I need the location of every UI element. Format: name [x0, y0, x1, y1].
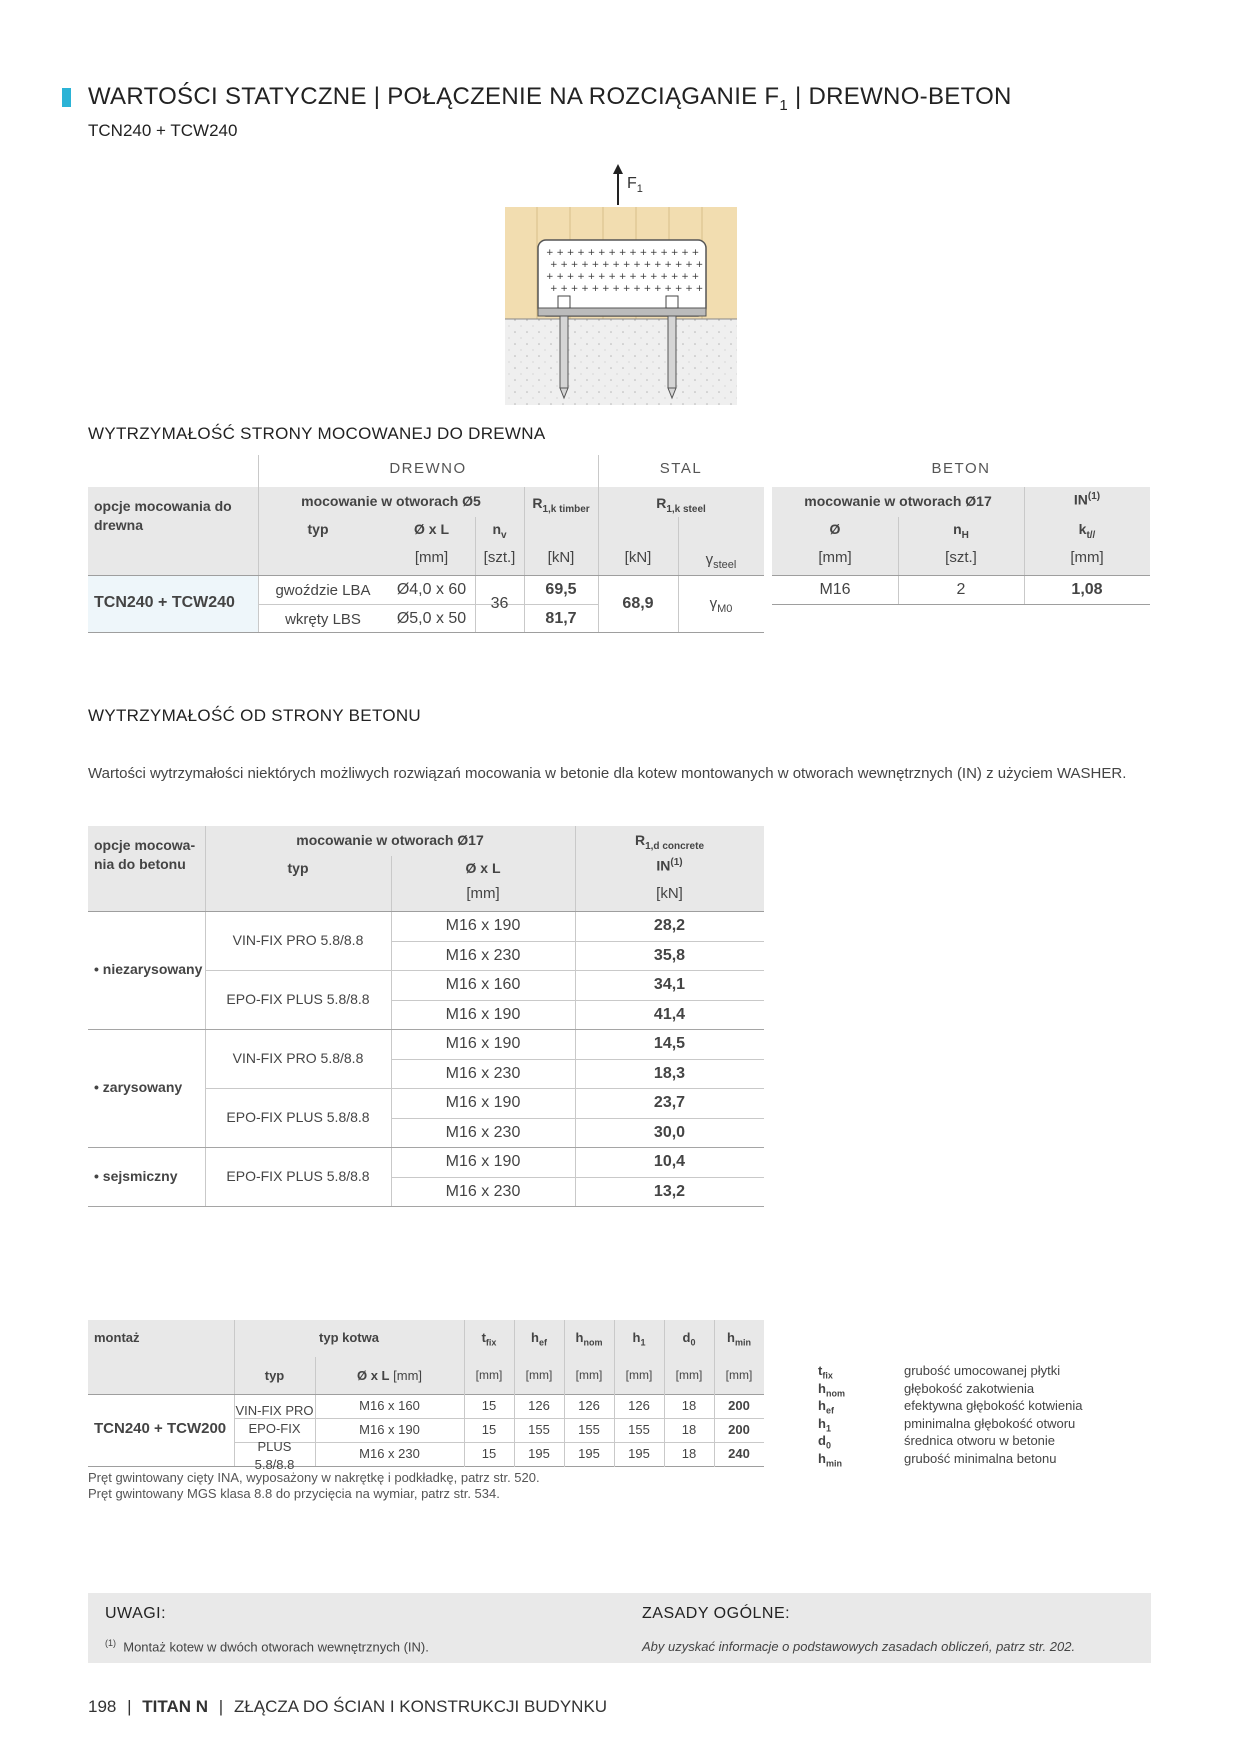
notes-box — [88, 1593, 1151, 1663]
group-beton: BETON — [931, 460, 991, 477]
row-dxl-2: Ø5,0 x 50 — [396, 610, 467, 627]
montaz-row-value: 15 — [481, 1422, 497, 1437]
beton-unit-szt: [szt.] — [945, 549, 977, 566]
timber-strength-table — [88, 487, 764, 633]
concrete-row-value: 23,7 — [653, 1094, 686, 1111]
unit-kn-timber: [kN] — [547, 549, 575, 566]
nv-value: 36 — [490, 595, 509, 612]
concrete-group-label: • sejsmiczny — [94, 1167, 178, 1184]
concrete-row-dxl: M16 x 230 — [445, 1064, 521, 1082]
montaz-row-value: 200 — [728, 1398, 750, 1413]
montaz-note-1: Pręt gwintowany cięty INA, wyposażony w nakrętkę i podkładkę, patrz str. 520. — [88, 1470, 540, 1485]
page-footer: 198 | TITAN N | ZŁĄCZA DO ŚCIAN I KONSTRUKCJI BUDYNKU — [88, 1697, 608, 1716]
legend-item: $h_1$ pminimalna głębokość otworu — [818, 1415, 1076, 1434]
zasady-text: Aby uzyskać informacje o podstawowych zasadach obliczeń, patrz str. 202. — [642, 1639, 1076, 1654]
montaz-row-value: 18 — [681, 1398, 697, 1413]
concrete-row-value: 35,8 — [653, 946, 686, 964]
zasady-title: ZASADY OGÓLNE: — [642, 1605, 791, 1622]
c-col-holes: mocowanie w otworach Ø17 — [296, 832, 484, 848]
montaz-param-header: $h_1$ — [632, 1330, 646, 1348]
beton-col-kt: $k_{t//}$ — [1078, 521, 1096, 541]
montaz-row-value: 200 — [728, 1422, 750, 1437]
page-subtitle: TCN240 + TCW240 — [88, 121, 238, 140]
montaz-row-value: 18 — [681, 1422, 697, 1437]
legend-item: $h_{ef}$ efektywna głębokość kotwienia — [818, 1398, 1083, 1416]
concrete-system-name: VIN-FIX PRO 5.8/8.8 — [232, 931, 364, 948]
montaz-param-header: $h_{min}$ — [727, 1330, 751, 1348]
montaz-param-header: $t_{fix}$ — [481, 1330, 497, 1348]
m-product: TCN240 + TCW200 — [94, 1420, 227, 1437]
legend-item: $d_0$ średnica otworu w betonie — [818, 1433, 1056, 1451]
page-title: WARTOŚCI STATYCZNE | POŁĄCZENIE NA ROZCIĄGANIE $F_1$ | DREWNO-BETON — [88, 83, 1012, 114]
montaz-param-unit: [mm] — [725, 1368, 753, 1382]
gamma-value: $\gamma_{M0}$ — [709, 595, 733, 615]
montaz-param-unit: [mm] — [625, 1368, 653, 1382]
concrete-group-label: • zarysowany — [94, 1079, 183, 1095]
svg-text:+ + + + + + + + + + + + + + +: + + + + + + + + + + + + + + + — [550, 284, 704, 294]
uwagi-title: UWAGI: — [105, 1605, 167, 1622]
footer-brand: TITAN N — [142, 1697, 209, 1716]
montaz-param-unit: [mm] — [575, 1368, 603, 1382]
montaz-table — [88, 1320, 764, 1472]
c-col-dxl: Ø x L — [465, 860, 501, 876]
c-col-type: typ — [287, 860, 309, 876]
concrete-row-value: 14,5 — [653, 1035, 686, 1052]
montaz-param-header: $h_{nom}$ — [575, 1330, 603, 1348]
concrete-row-dxl: M16 x 190 — [445, 1153, 521, 1170]
m-col-montaz: montaż — [94, 1330, 140, 1345]
timber-section-heading: WYTRZYMAŁOŚĆ STRONY MOCOWANEJ DO DREWNA — [88, 424, 546, 443]
beton-table — [772, 487, 1150, 605]
beton-col-nh: $n_H$ — [953, 521, 969, 541]
montaz-row-value: 15 — [481, 1398, 497, 1413]
m-anchor-type: VIN-FIX PRO EPO-FIX PLUS 5.8/8.8 — [235, 1403, 314, 1472]
footer-section: ZŁĄCZA DO ŚCIAN I KONSTRUKCJI BUDYNKU — [233, 1697, 608, 1716]
concrete-row-value: 18,3 — [653, 1064, 686, 1082]
montaz-row-value: 155 — [628, 1422, 650, 1437]
concrete-intro: Wartości wytrzymałości niektórych możliwych rozwiązań mocowania w betonie dla kotew montowanych w otworach wewnętrznych (IN) z użyciem WASHER. — [88, 765, 1127, 782]
beton-kt-value: 1,08 — [1071, 581, 1103, 598]
row-r-timber-1: 69,5 — [545, 581, 577, 598]
montaz-row-dxl: M16 x 160 — [359, 1398, 420, 1413]
connection-diagram — [500, 160, 740, 405]
row-r-timber-2: 81,7 — [545, 610, 577, 627]
unit-kn-steel: [kN] — [624, 549, 652, 566]
concrete-row-dxl: M16 x 190 — [445, 1094, 521, 1111]
montaz-row-dxl: M16 x 230 — [359, 1446, 420, 1461]
concrete-row-dxl: M16 x 160 — [445, 976, 521, 993]
concrete-group-label: • niezarysowany — [94, 961, 203, 977]
c-unit-mm: [mm] — [466, 885, 500, 902]
montaz-row-value: 15 — [481, 1446, 497, 1461]
c-unit-kn: [kN] — [656, 885, 683, 902]
connection-diagram-svg — [500, 160, 740, 405]
concrete-system-name: VIN-FIX PRO 5.8/8.8 — [232, 1049, 364, 1066]
concrete-strength-table — [88, 826, 764, 1206]
c-col-options: opcje mocowa-nia do betonu — [94, 837, 196, 872]
beton-nh-value: 2 — [956, 581, 966, 598]
force-label: $F_1$ — [627, 175, 643, 196]
concrete-row-dxl: M16 x 230 — [445, 1182, 521, 1200]
beton-col-in: IN$^{(1)}$ — [1073, 491, 1101, 508]
montaz-row-value: 195 — [628, 1446, 650, 1461]
svg-text:+ + + + + + + + + + + + + + +: + + + + + + + + + + + + + + + — [550, 260, 704, 270]
col-type: typ — [307, 521, 329, 537]
col-holes: mocowanie w otworach Ø5 — [301, 493, 481, 509]
concrete-row-dxl: M16 x 230 — [445, 946, 521, 964]
m-col-typ-kotwa: typ kotwa — [319, 1330, 379, 1345]
symbol-legend — [818, 1363, 1148, 1468]
col-r-timber: $R_{1,k timber}$ — [532, 495, 590, 515]
montaz-row-value: 155 — [578, 1422, 600, 1437]
concrete-row-dxl: M16 x 190 — [445, 917, 521, 934]
concrete-section-heading: WYTRZYMAŁOŚĆ OD STRONY BETONU — [88, 706, 421, 725]
montaz-param-header: $h_{ef}$ — [531, 1330, 547, 1348]
montaz-param-header: $d_0$ — [682, 1330, 696, 1348]
montaz-param-unit: [mm] — [475, 1368, 503, 1382]
beton-d-value: M16 — [819, 581, 851, 598]
c-col-r: $R_{1,d concrete}$ — [634, 832, 705, 852]
montaz-row-value: 195 — [528, 1446, 550, 1461]
col-nv: $n_v$ — [492, 521, 507, 541]
page-number: 198 — [88, 1697, 117, 1716]
col-options: opcje mocowania do drewna — [94, 498, 232, 533]
svg-text:+ + + + + + + + + + + + + + +: + + + + + + + + + + + + + + + — [546, 248, 700, 258]
r-steel-value: 68,9 — [622, 595, 654, 612]
product-name: TCN240 + TCW240 — [94, 594, 235, 611]
montaz-notes — [88, 1470, 540, 1502]
concrete-row-value: 34,1 — [653, 976, 686, 993]
unit-szt: [szt.] — [483, 549, 516, 566]
row-dxl-1: Ø4,0 x 60 — [396, 581, 467, 598]
concrete-row-value: 30,0 — [653, 1123, 686, 1141]
row-type-1: gwoździe LBA — [275, 582, 371, 599]
montaz-row-value: 126 — [628, 1398, 650, 1413]
svg-text:+ + + + + + + + + + + + + + +: + + + + + + + + + + + + + + + — [546, 272, 700, 282]
beton-unit-mm: [mm] — [818, 549, 852, 566]
m-col-dxl: Ø x L [mm] — [356, 1368, 423, 1383]
montaz-row-value: 18 — [681, 1446, 697, 1461]
concrete-row-value: 13,2 — [653, 1182, 686, 1200]
group-stal: STAL — [659, 460, 703, 477]
concrete-system-name: EPO-FIX PLUS 5.8/8.8 — [226, 1108, 370, 1125]
concrete-row-dxl: M16 x 190 — [445, 1035, 521, 1052]
unit-mm: [mm] — [414, 549, 449, 566]
concrete-system-name: EPO-FIX PLUS 5.8/8.8 — [226, 1167, 370, 1184]
beton-unit-mm2: [mm] — [1070, 549, 1104, 566]
legend-item: $t_{fix}$ grubość umocowanej płytki — [818, 1363, 1061, 1381]
group-drewno: DREWNO — [389, 460, 467, 477]
uwagi-text: $^{(1)}$ Montaż kotew w dwóch otworach wewnętrznych (IN). — [105, 1638, 429, 1655]
montaz-param-unit: [mm] — [525, 1368, 553, 1382]
concrete-row-value: 28,2 — [653, 917, 686, 934]
concrete-row-value: 10,4 — [653, 1153, 686, 1170]
col-r-steel: $R_{1,k steel}$ — [656, 495, 706, 515]
montaz-note-2: Pręt gwintowany MGS klasa 8.8 do przycięcia na wymiar, patrz str. 534. — [88, 1486, 500, 1501]
col-gamma-steel: $\gamma_{steel}$ — [705, 551, 737, 571]
m-col-typ: typ — [264, 1368, 285, 1383]
montaz-row-dxl: M16 x 190 — [359, 1422, 420, 1437]
montaz-row-value: 126 — [528, 1398, 550, 1413]
beton-col-d: Ø — [829, 521, 841, 537]
concrete-row-value: 41,4 — [653, 1005, 686, 1023]
concrete-row-dxl: M16 x 190 — [445, 1005, 521, 1023]
row-type-2: wkręty LBS — [285, 611, 361, 628]
concrete-system-name: EPO-FIX PLUS 5.8/8.8 — [226, 990, 370, 1007]
montaz-param-unit: [mm] — [675, 1368, 703, 1382]
title-accent-bar — [62, 88, 71, 107]
beton-col-holes: mocowanie w otworach Ø17 — [804, 493, 992, 509]
c-col-in: IN$^{(1)}$ — [656, 857, 683, 874]
legend-item: $h_{nom}$ głębokość zakotwienia — [818, 1380, 1035, 1399]
montaz-row-value: 155 — [528, 1422, 550, 1437]
montaz-row-value: 195 — [578, 1446, 600, 1461]
montaz-row-value: 240 — [728, 1446, 750, 1461]
montaz-row-value: 126 — [578, 1398, 600, 1413]
col-dxl: Ø x L — [413, 521, 449, 537]
concrete-row-dxl: M16 x 230 — [445, 1123, 521, 1141]
legend-item: $h_{min}$ grubość minimalna betonu — [818, 1450, 1057, 1469]
